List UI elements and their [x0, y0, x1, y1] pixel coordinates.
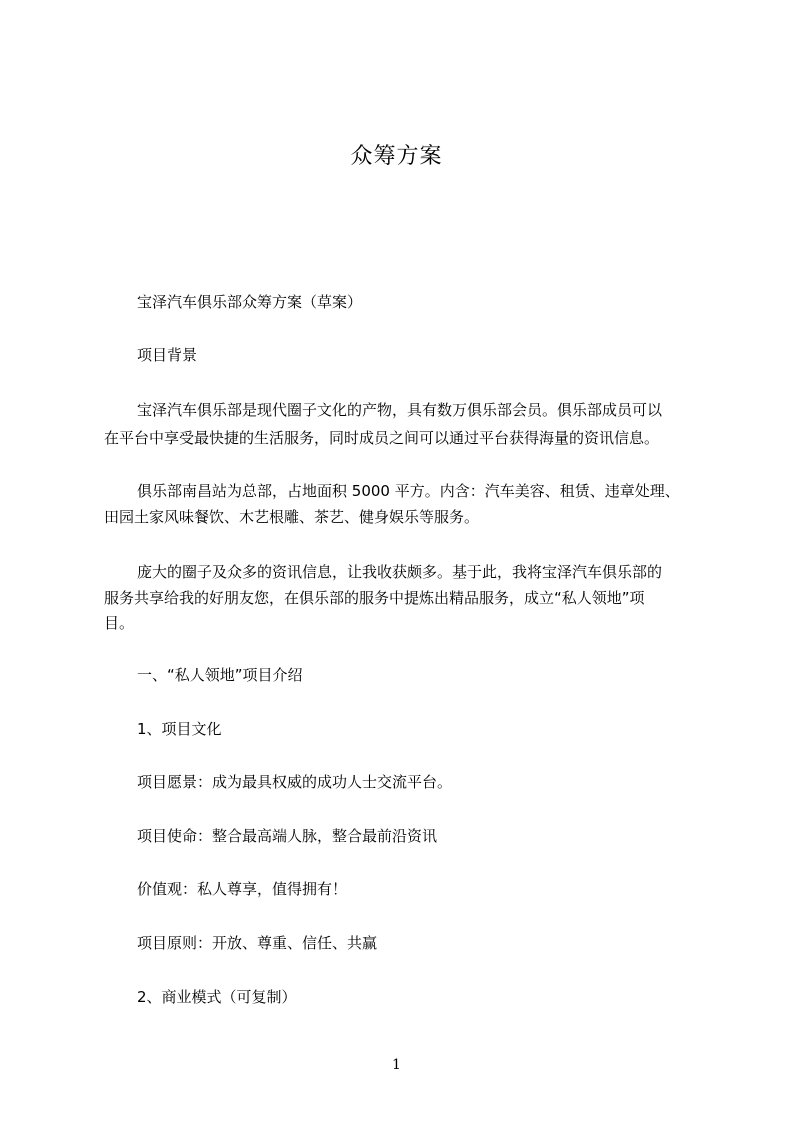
- paragraph-line: 在平台中享受最快捷的生活服务，同时成员之间可以通过平台获得海量的资讯信息。: [104, 429, 660, 447]
- paragraph-line: 庞大的圈子及众多的资讯信息，让我收获颇多。基于此，我将宝泽汽车俱乐部的: [137, 563, 663, 581]
- section-heading-intro: 一、“私人领地”项目介绍: [137, 666, 303, 684]
- project-principles: 项目原则：开放、尊重、信任、共赢: [137, 934, 378, 952]
- subsection-heading-business-model: 2、商业模式（可复制）: [137, 988, 297, 1006]
- paragraph-line: 服务共享给我的好朋友您，在俱乐部的服务中提炼出精品服务，成立“私人领地”项: [104, 589, 645, 607]
- document-title: 众筹方案: [350, 144, 443, 169]
- document-subtitle: 宝泽汽车俱乐部众筹方案（草案）: [137, 293, 363, 311]
- project-mission: 项目使命：整合最高端人脉，整合最前沿资讯: [137, 827, 438, 845]
- project-values: 价值观：私人尊享，值得拥有！: [137, 880, 348, 898]
- paragraph-line: 目。: [104, 614, 135, 632]
- subsection-heading-culture: 1、项目文化: [137, 720, 222, 738]
- section-heading-background: 项目背景: [137, 346, 198, 364]
- paragraph-line: 俱乐部南昌站为总部，占地面积 5000 平方。内含：汽车美容、租赁、违章处理、: [137, 482, 680, 500]
- paragraph-line: 田园土家风味餐饮、木艺根雕、茶艺、健身娱乐等服务。: [104, 508, 480, 526]
- project-vision: 项目愿景：成为最具权威的成功人士交流平台。: [137, 773, 453, 791]
- paragraph-line: 宝泽汽车俱乐部是现代圈子文化的产物，具有数万俱乐部会员。俱乐部成员可以: [137, 401, 663, 419]
- page-number: 1: [392, 1057, 401, 1073]
